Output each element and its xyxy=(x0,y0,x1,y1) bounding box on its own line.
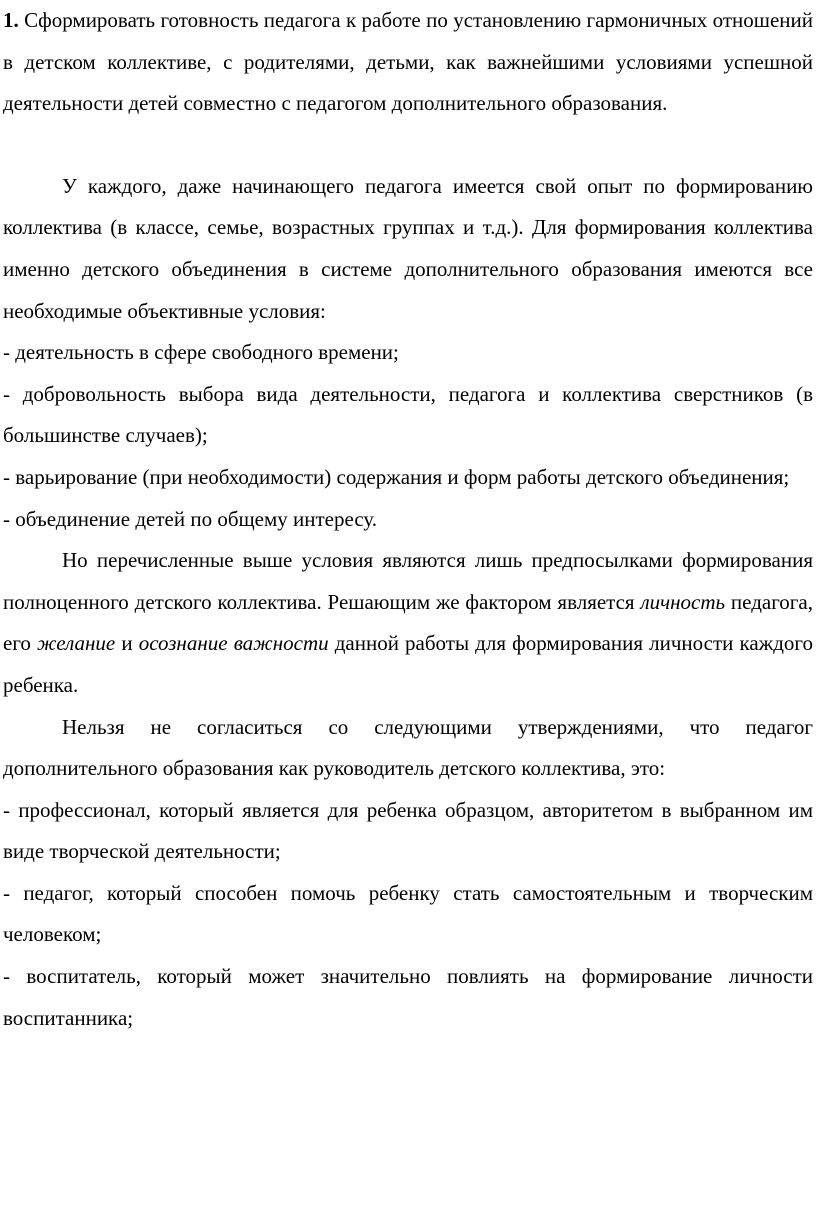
list-item: - педагог, который способен помочь ребенку стать самостоятельным и творческим человеком; xyxy=(3,880,813,947)
paragraph-intro: У каждого, даже начинающего педагога имеется свой опыт по формированию коллектива (в классе, семье, возрастных группах и т.д.). Для формирования коллектива именно детского объединения в системе дополнительного образования имеются все необходимые объективные условия: xyxy=(3,173,813,323)
paragraph-task xyxy=(3,0,813,125)
list-item: - добровольность выбора вида деятельности, педагога и коллектива сверстников (в большинстве случаев); xyxy=(3,381,813,448)
list-item: - профессионал, который является для ребенка образцом, авторитетом в выбранном им виде творческой деятельности; xyxy=(3,797,813,864)
document-page xyxy=(3,0,813,1039)
list-item: - объединение детей по общему интересу. xyxy=(3,506,378,531)
emphasis-awareness: осознание важности xyxy=(138,631,329,656)
paragraph-gap xyxy=(3,125,813,166)
factor-text-d: данной работы для формирования личности каждого ребенка. xyxy=(3,631,813,697)
factor-text-a: Но перечисленные выше условия являются лишь предпосылками формирования полноценного детского коллектива. Решающим же фактором является xyxy=(3,548,813,614)
factor-text-b: педагога, его xyxy=(3,589,813,656)
paragraph-statements: Нельзя не согласиться со следующими утверждениями, что педагог дополнительного образования как руководитель детского коллектива, это: xyxy=(3,714,813,781)
factor-text-c: и xyxy=(115,631,139,656)
list-item: - деятельность в сфере свободного времени; xyxy=(3,340,399,365)
list-item: - варьирование (при необходимости) содержания и форм работы детского объединения; xyxy=(3,464,790,489)
list-item: - воспитатель, который может значительно повлиять на формирование личности воспитанника; xyxy=(3,964,813,1030)
task-number: 1. xyxy=(3,8,19,32)
task-text: Сформировать готовность педагога к работе по установлению гармоничных отношений в детском коллективе, с родителями, детьми, как важнейшими условиями успешной деятельности детей совместно с педагогом дополнительного образования. xyxy=(3,8,813,116)
emphasis-desire: желание xyxy=(37,631,116,656)
paragraph-factor xyxy=(3,540,813,706)
emphasis-personality: личность xyxy=(640,589,726,614)
